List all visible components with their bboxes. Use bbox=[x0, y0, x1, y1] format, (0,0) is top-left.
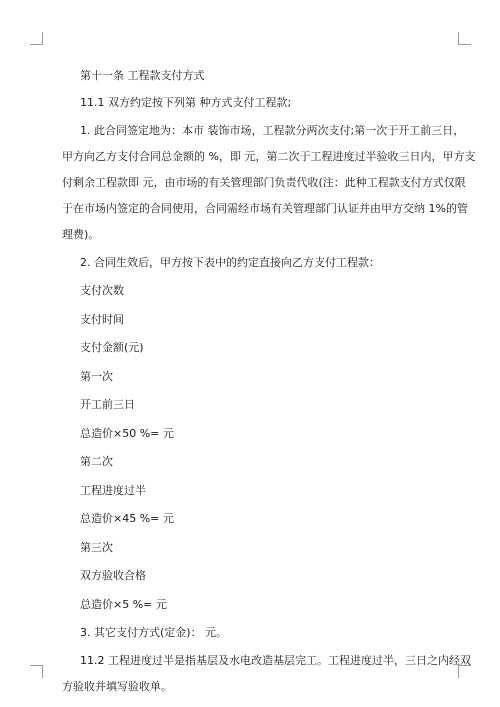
section-heading: 第十一条 工程款支付方式 bbox=[80, 69, 205, 82]
table-item: 支付次数 bbox=[80, 284, 124, 297]
document-body bbox=[62, 68, 476, 694]
table-item: 支付金额(元) bbox=[80, 341, 144, 354]
clause-11-1: 11.1 双方约定按下列第 种方式支付工程款; bbox=[80, 96, 292, 109]
para1-line-4: 于在市场内签定的合同使用，合同需经市场有关管理部门认证并由甲方交纳 1%的管 bbox=[62, 202, 468, 215]
table-item: 第一次 bbox=[80, 369, 113, 383]
para1-line-5: 理费)。 bbox=[62, 228, 100, 241]
para1-line-2: 甲方向乙方支付合同总金额的 %，即 元，第二次于工程进度过半验收三日内，甲方支 bbox=[62, 150, 476, 163]
table-item: 第二次 bbox=[80, 455, 113, 468]
table-item: 总造价×50 %= 元 bbox=[80, 426, 174, 440]
clause-11-2-line-1: 11.2 工程进度过半是指基层及水电改造基层完工。工程进度过半，三日之内经双 bbox=[80, 654, 471, 667]
clause-11-2-line-2: 方验收并填写验收单。 bbox=[62, 680, 172, 693]
para2: 2. 合同生效后，甲方按下表中的约定直接向乙方支付工程款： bbox=[80, 256, 380, 269]
table-item: 支付时间 bbox=[80, 312, 124, 326]
table-item: 双方验收合格 bbox=[80, 569, 146, 582]
table-item: 总造价×5 %= 元 bbox=[80, 597, 167, 611]
crop-mark-top-right bbox=[458, 32, 471, 45]
para1-line-1: 1. 此合同签定地为：本市 装饰市场，工程款分两次支付;第一次于开工前三日， bbox=[80, 124, 465, 137]
para1-line-3: 付剩余工程款即 元，由市场的有关管理部门负责代收(注：此种工程款支付方式仅限 bbox=[62, 176, 466, 189]
crop-mark-top-left bbox=[30, 32, 43, 45]
para3: 3. 其它支付方式(定金)： 元。 bbox=[80, 626, 228, 639]
table-item: 工程进度过半 bbox=[80, 483, 146, 497]
table-item: 总造价×45 %= 元 bbox=[80, 512, 174, 525]
table-item: 第三次 bbox=[80, 540, 113, 554]
crop-mark-bottom-left bbox=[30, 665, 43, 678]
table-item: 开工前三日 bbox=[80, 398, 135, 411]
